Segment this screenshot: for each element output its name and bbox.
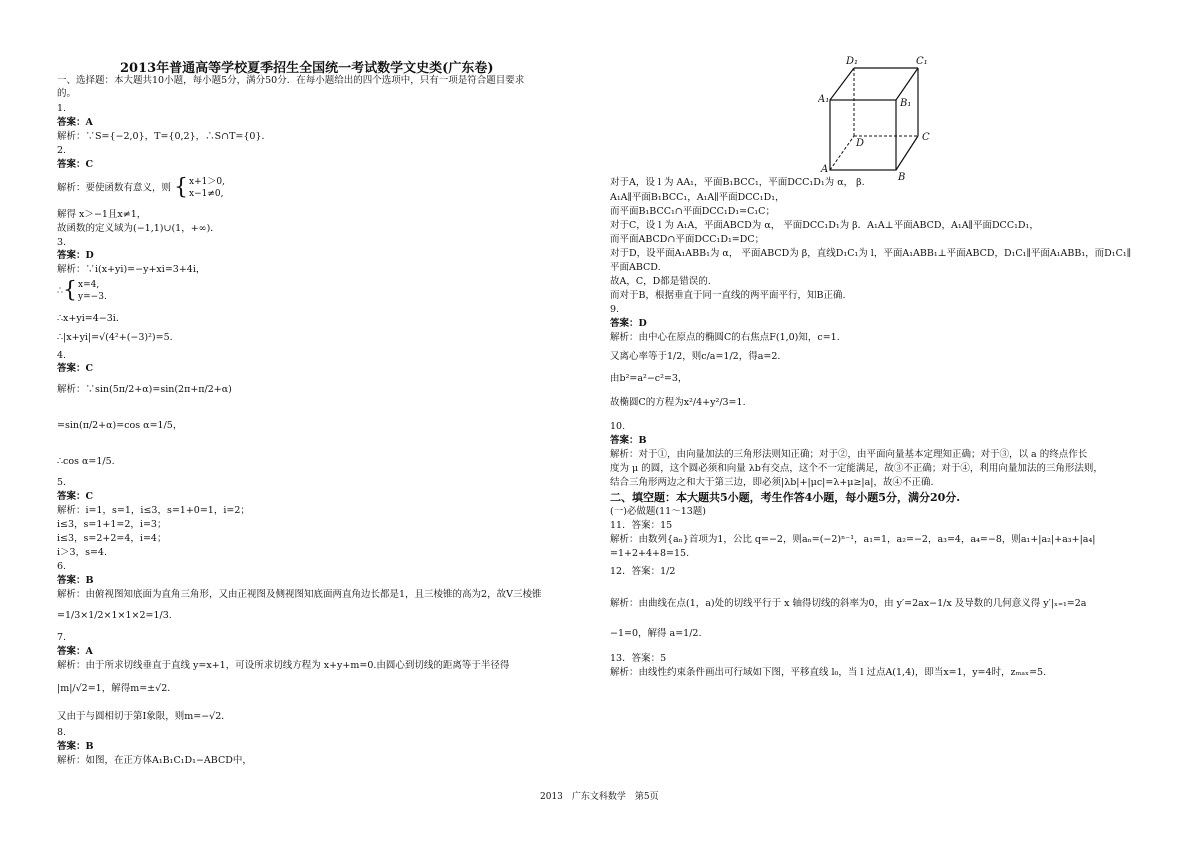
answer-line: 答案：D <box>610 318 647 329</box>
text-line: ∴x+yi=4−3i． <box>57 313 126 324</box>
text-line: 度为 μ 的圆，这个圆必须和向量 λb有交点，这个不一定能满足，故③不正确；对于④，利用向量加法的三角形法则， <box>610 463 1103 474</box>
equation: y=−3. <box>78 292 107 302</box>
vertex-label: A <box>821 164 829 175</box>
answer-line: 答案：B <box>57 575 94 586</box>
cube-hidden-edge <box>830 136 854 170</box>
answer-line: 答案：A <box>57 117 93 128</box>
analysis-line: 解析：由于所求切线垂直于直线 y=x+1，可设所求切线方程为 x+y+m=0.由圆心到切线的距离等于半径得 <box>57 660 510 671</box>
text-line: i≤3，s=1+1=2，i=3； <box>57 519 167 530</box>
brace-icon: { <box>174 175 189 200</box>
answer-line: 答案：A <box>57 646 93 657</box>
section-2-heading: 二、填空题：本大题共5小题，考生作答4小题，每小题5分，满分20分. <box>610 491 961 504</box>
system-of-inequalities <box>189 176 225 200</box>
therefore-symbol: ∴ <box>57 285 64 297</box>
text-line: =1+2+4+8=15. <box>610 548 690 559</box>
equation-system <box>57 279 107 303</box>
text-line: −1=0，解得 a=1/2. <box>610 628 702 639</box>
question-number: 1. <box>57 103 67 114</box>
question-number: 10. <box>610 421 626 432</box>
question-number: 7. <box>57 632 67 643</box>
question-number: 5. <box>57 477 67 488</box>
analysis-line: 解析：如图，在正方体A₁B₁C₁D₁−ABCD中， <box>57 755 252 766</box>
question-number: 2. <box>57 145 67 156</box>
answer-line: 12．答案：1/2 <box>610 566 676 577</box>
answer-line: 答案：B <box>57 741 94 752</box>
text-line: 又离心率等于1/2，则c/a=1/2，得a=2. <box>610 351 781 362</box>
text-line: 对于A，设 l 为 AA₁，平面B₁BCC₁，平面DCC₁D₁为 α， β. <box>610 177 865 188</box>
subsection-heading: (一)必做题(11～13题) <box>610 506 707 517</box>
text-line: |m|/√2=1，解得m=±√2． <box>57 683 177 694</box>
text-line: 的。 <box>57 88 77 99</box>
text-line: ∴|x+yi|=√(4²+(−3)²)=5. <box>57 332 173 343</box>
system-of-equations <box>78 279 107 303</box>
question-number: 4. <box>57 350 67 361</box>
text-line: ∴cos α=1/5. <box>57 456 115 467</box>
analysis-line: 解析：由中心在原点的椭圆C的右焦点F(1,0)知，c=1. <box>610 332 840 343</box>
analysis-line: 解析：∵sin(5π/2+α)=sin(2π+π/2+α) <box>57 384 232 395</box>
analysis-line: 解析：对于①，由向量加法的三角形法则知正确；对于②，由平面向量基本定理知正确；对于③，以 a 的终点作长 <box>610 449 1088 460</box>
vertex-label: D₁ <box>846 56 859 67</box>
text-line: 又由于与圆相切于第Ⅰ象限，则m=−√2． <box>57 711 231 722</box>
cube-edge <box>830 68 854 100</box>
vertex-label: A₁ <box>818 94 830 105</box>
text-line: A₁A∥平面B₁BCC₁，A₁A∥平面DCC₁D₁， <box>610 192 785 203</box>
vertex-label: B <box>898 172 906 182</box>
text-line: 对于C，设 l 为 A₁A，平面ABCD为 α， 平面DCC₁D₁为 β．A₁A⊥平面ABCD，A₁A∥平面DCC₁D₁， <box>610 220 1039 231</box>
text-line: 结合三角形两边之和大于第三边，即必须|λb|+|μc|=λ+μ≥|a|，故④不正确. <box>610 477 934 488</box>
text-line: 解得 x＞−1且x≠1， <box>57 209 147 220</box>
text-line: 故椭圆C的方程为x²/4+y²/3=1. <box>610 397 746 408</box>
text-line: 而对于B，根据垂直于同一直线的两平面平行，知B正确. <box>610 290 846 301</box>
vertex-label: C₁ <box>916 56 928 67</box>
text-line: 对于D，设平面A₁ABB₁为 α， 平面ABCD为 β，直线D₁C₁为 l，平面A₁ABB₁⊥平面ABCD，D₁C₁∥平面A₁ABB₁，而D₁C₁∥ <box>610 248 1132 259</box>
cube-edge <box>896 136 918 170</box>
text: 解析：要使函数有意义，则 <box>57 182 172 194</box>
page-footer: 2013 广东文科数学 第5页 <box>540 792 659 802</box>
answer-line: 11．答案：15 <box>610 520 673 531</box>
text-line: 故A，C，D都是错误的. <box>610 276 711 287</box>
answer-line: 答案：D <box>57 250 94 261</box>
answer-line: 答案：C <box>57 363 94 374</box>
text-line: 由b²=a²−c²=3， <box>610 373 688 384</box>
answer-line: 答案：B <box>610 435 647 446</box>
question-number: 8. <box>57 727 67 738</box>
text-line: 平面ABCD. <box>610 262 661 273</box>
text-line: i＞3，s=4. <box>57 547 107 558</box>
analysis-line: 解析：由数列{aₙ}首项为1，公比 q=−2，则aₙ=(−2)ⁿ⁻¹，a₁=1，a₂=−2，a₃=4，a₄=−8，则a₁+|a₂|+a₃+|a₄| <box>610 534 1096 545</box>
analysis-line <box>57 176 225 200</box>
cube-figure <box>818 52 938 182</box>
answer-line: 答案：C <box>57 491 94 502</box>
text-line: =1/3×1/2×1×1×2=1/3. <box>57 610 172 621</box>
inequality: x−1≠0, <box>189 189 224 199</box>
text-line: i≤3，s=2+2=4，i=4； <box>57 533 167 544</box>
answer-line: 答案：C <box>57 159 94 170</box>
analysis-line: 解析：∵S={−2,0}，T={0,2}，∴S∩T={0}． <box>57 131 272 142</box>
answer-line: 13．答案：5 <box>610 653 667 664</box>
inequality: x+1＞0, <box>189 177 225 187</box>
question-number: 9. <box>610 304 620 315</box>
analysis-line: 解析：∵i(x+yi)=−y+xi=3+4i， <box>57 264 206 275</box>
section-1-heading: 一、选择题：本大题共10小题，每小题5分，满分50分．在每小题给出的四个选项中，只有一项是符合题目要求 <box>57 75 525 86</box>
cube-edge <box>896 68 918 100</box>
vertex-label: D <box>856 138 865 149</box>
text-line: 而平面B₁BCC₁∩平面DCC₁D₁=C₁C； <box>610 206 775 217</box>
text-line: =sin(π/2+α)=cos α=1/5， <box>57 420 183 431</box>
question-number: 3. <box>57 237 67 248</box>
text-line: 故函数的定义域为(−1,1)∪(1，+∞)． <box>57 223 220 234</box>
brace-icon: { <box>63 278 78 303</box>
vertex-label: B₁ <box>900 98 912 109</box>
analysis-line: 解析：由俯视图知底面为直角三角形，又由正视图及侧视图知底面两直角边长都是1，且三棱锥的高为2，故V三棱锥 <box>57 589 542 600</box>
question-number: 6. <box>57 561 67 572</box>
analysis-line: 解析：i=1，s=1，i≤3，s=1+0=1，i=2； <box>57 505 250 516</box>
text-line: 而平面ABCD∩平面DCC₁D₁=DC； <box>610 234 765 245</box>
equation: x=4, <box>78 280 100 290</box>
analysis-line: 解析：由线性约束条件画出可行域如下图，平移直线 l₀，当 l 过点A(1,4)，即当x=1，y=4时，zₘₐₓ=5. <box>610 667 1047 678</box>
analysis-line: 解析：由曲线在点(1，a)处的切线平行于 x 轴得切线的斜率为0，由 y′=2ax−1/x 及导数的几何意义得 y′|ₓ₌₁=2a <box>610 598 1087 609</box>
cube-front-face <box>830 100 896 170</box>
vertex-label: C <box>922 132 930 143</box>
page-title: 2013年普通高等学校夏季招生全国统一考试数学文史类(广东卷) <box>120 61 494 76</box>
